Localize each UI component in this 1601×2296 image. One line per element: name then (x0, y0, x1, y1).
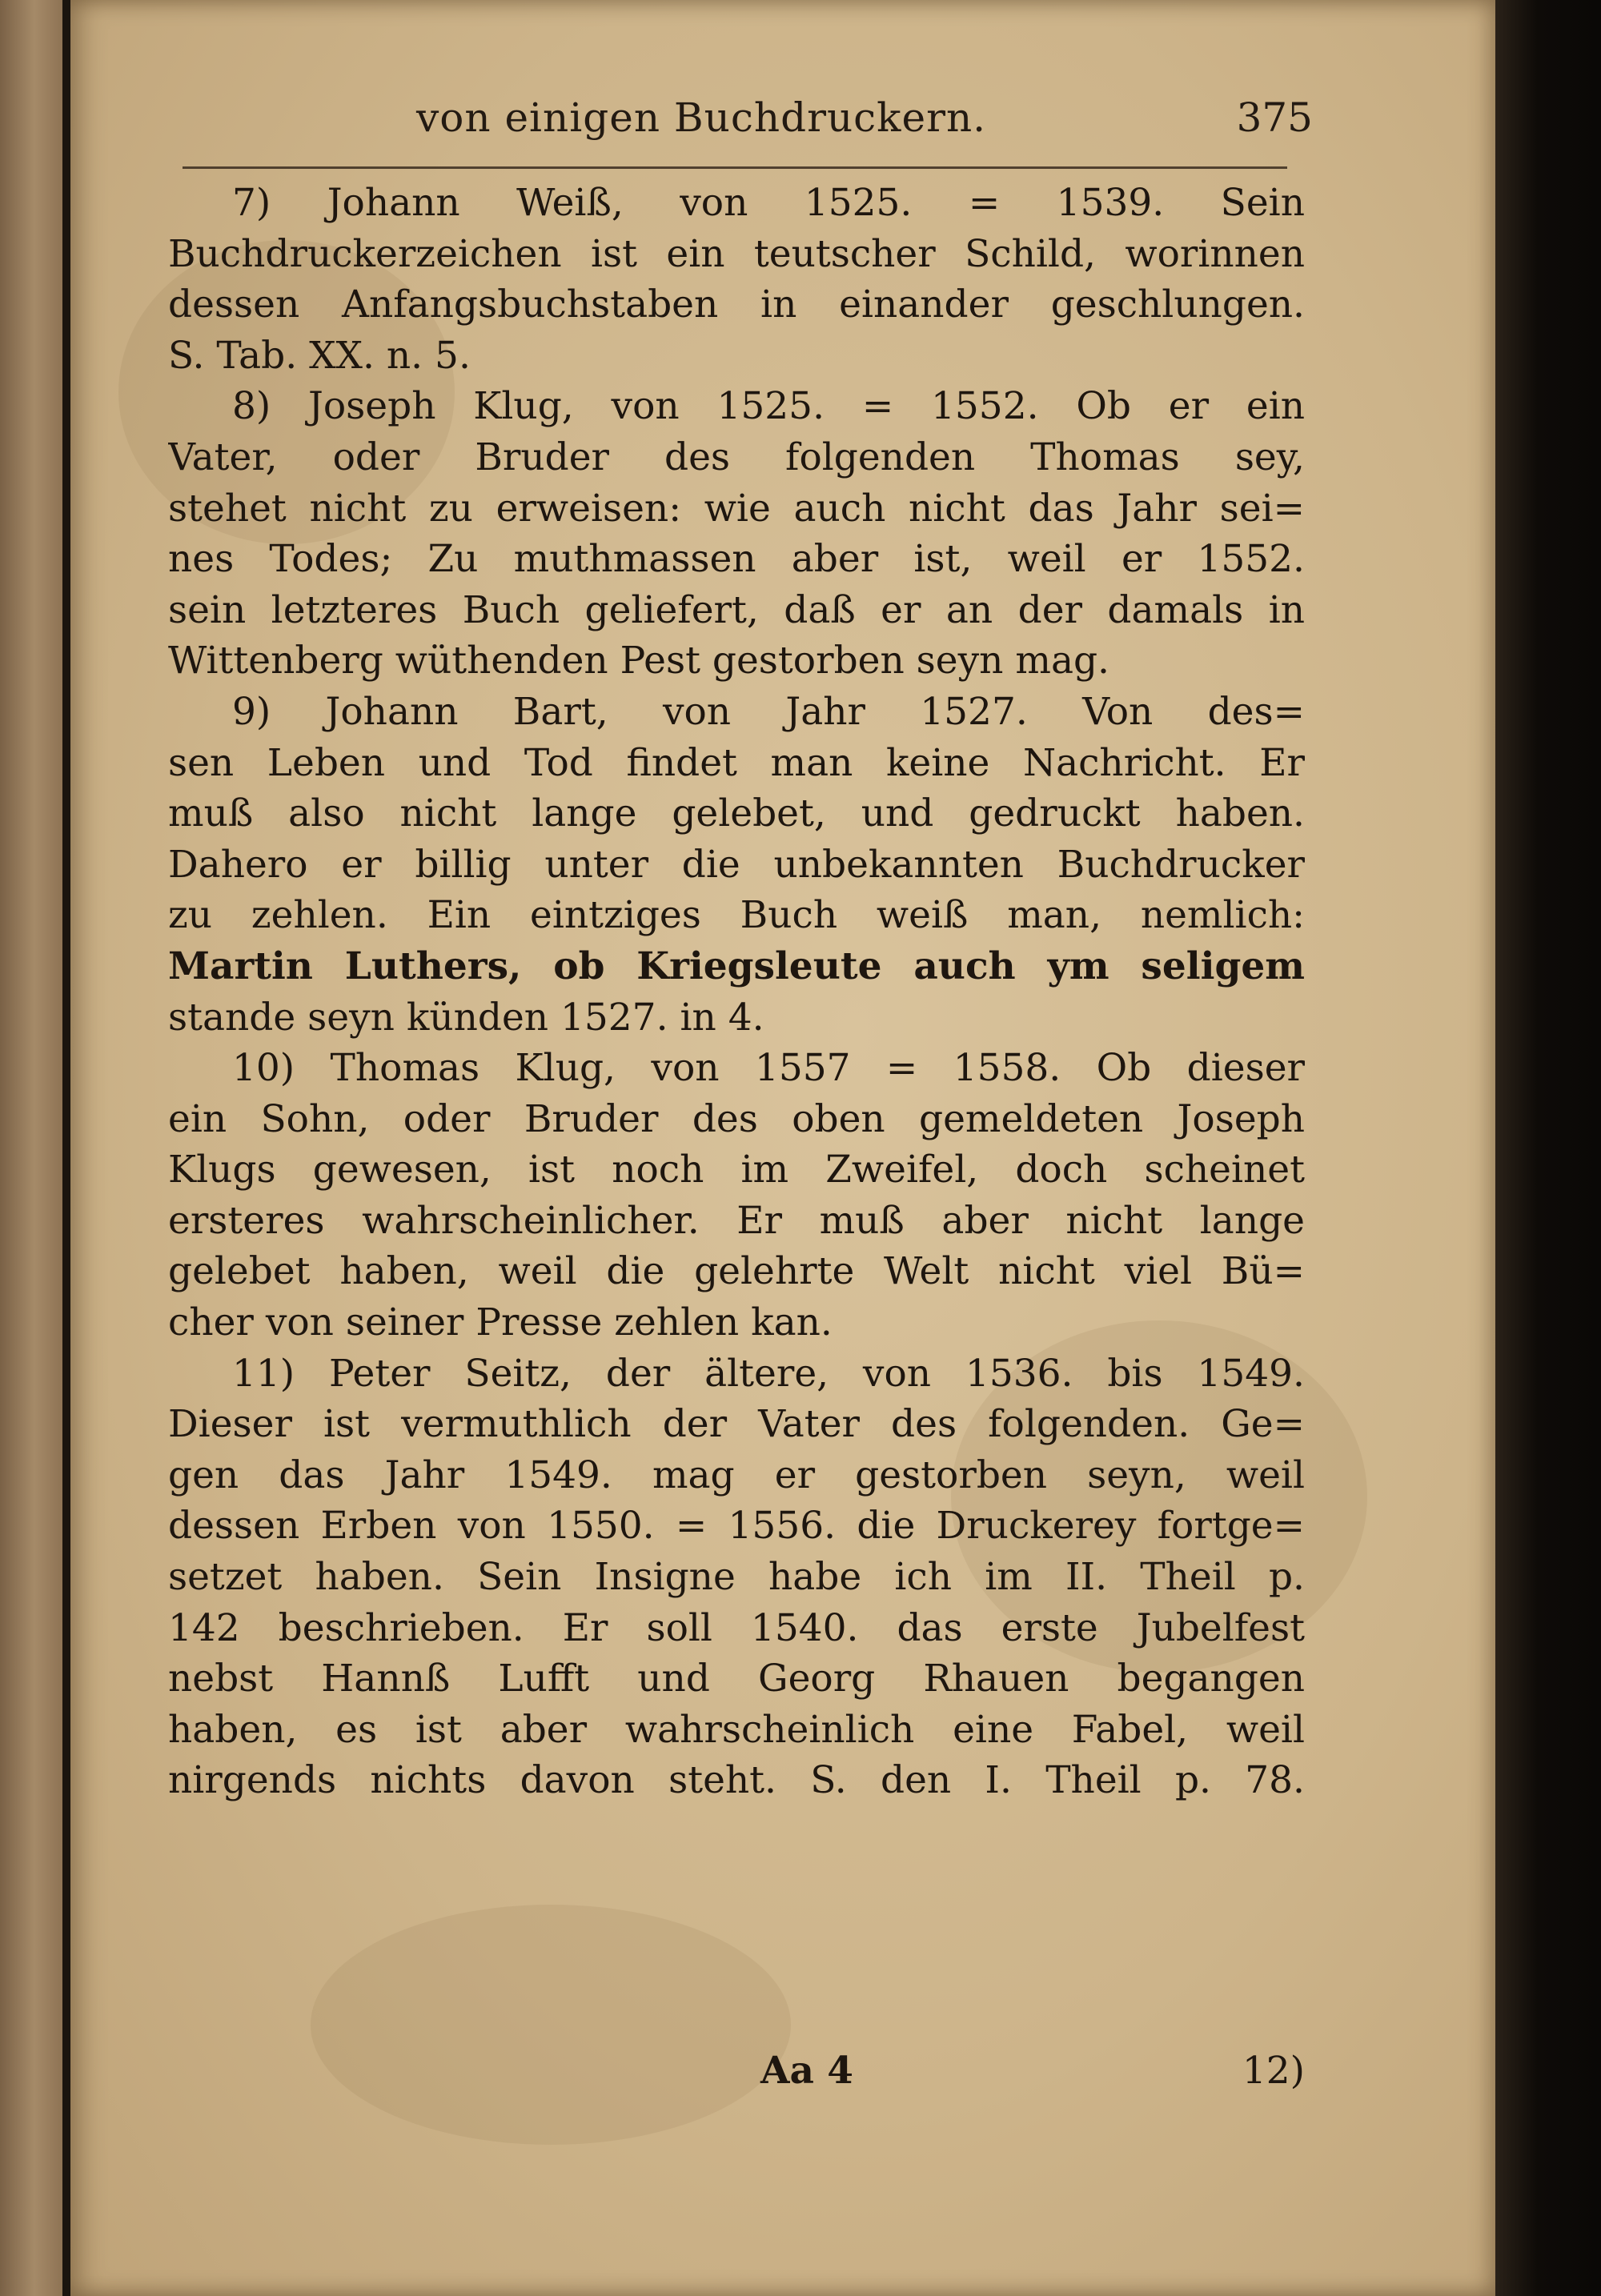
text-line: zu zehlen. Ein eintziges Buch weiß man, nemlich: (168, 893, 1305, 938)
text-line: setzet haben. Sein Insigne habe ich im II. Theil p. (168, 1555, 1305, 1600)
text-line: stande seyn künden 1527. in 4. (168, 995, 764, 1040)
text-line: 142 beschrieben. Er soll 1540. das erste Jubelfest (168, 1605, 1305, 1650)
previous-page-edge (0, 0, 62, 2296)
text-line: nirgends nichts davon steht. S. den I. Theil p. 78. (168, 1758, 1305, 1803)
page-header (416, 94, 1313, 150)
book-edge-shadow (1495, 0, 1601, 2296)
text-line: Klugs gewesen, ist noch im Zweifel, doch scheinet (168, 1148, 1305, 1192)
text-line: 7) Johann Weiß, von 1525. = 1539. Sein (232, 181, 1305, 225)
page-footer (168, 2049, 1305, 2100)
text-line: Dahero er billig unter die unbekannten Buchdrucker (168, 842, 1305, 887)
text-line: Vater, oder Bruder des folgenden Thomas sey, (168, 435, 1305, 479)
text-line: muß also nicht lange gelebet, und gedruckt haben. (168, 791, 1305, 836)
text-line: 10) Thomas Klug, von 1557 = 1558. Ob dieser (232, 1046, 1305, 1091)
text-line: nebst Hannß Lufft und Georg Rhauen begangen (168, 1657, 1305, 1701)
text-line: gen das Jahr 1549. mag er gestorben seyn, weil (168, 1453, 1305, 1497)
text-line: 8) Joseph Klug, von 1525. = 1552. Ob er ein (232, 384, 1305, 429)
text-line: dessen Anfangsbuchstaben in einander geschlungen. (168, 282, 1305, 327)
text-line: cher von seiner Presse zehlen kan. (168, 1300, 833, 1345)
text-line: 11) Peter Seitz, der ältere, von 1536. bis 1549. (232, 1351, 1305, 1396)
text-line: stehet nicht zu erweisen: wie auch nicht das Jahr sei= (168, 486, 1305, 531)
book-gutter (62, 0, 70, 2296)
header-rule (183, 166, 1287, 169)
catchword: 12) (1242, 2049, 1305, 2093)
text-line: gelebet haben, weil die gelehrte Welt nicht viel Bü= (168, 1249, 1305, 1294)
page-number: 375 (1236, 94, 1313, 141)
text-line: sen Leben und Tod findet man keine Nachricht. Er (168, 740, 1305, 785)
running-head: von einigen Buchdruckern. (416, 94, 987, 141)
text-line: dessen Erben von 1550. = 1556. die Druckerey fortge= (168, 1504, 1305, 1549)
text-line: S. Tab. XX. n. 5. (168, 333, 471, 378)
text-line: 9) Johann Bart, von Jahr 1527. Von des= (232, 689, 1305, 734)
text-line: sein letzteres Buch geliefert, daß er an der damals in (168, 587, 1305, 632)
text-line: Dieser ist vermuthlich der Vater des folgenden. Ge= (168, 1402, 1305, 1447)
page-body-text (168, 178, 1305, 1806)
signature-mark: Aa 4 (760, 2049, 853, 2093)
paper-stain (311, 1905, 791, 2145)
text-line: ersteres wahrscheinlicher. Er muß aber nicht lange (168, 1198, 1305, 1243)
text-line: Buchdruckerzeichen ist ein teutscher Schild, worinnen (168, 231, 1305, 276)
text-line: nes Todes; Zu muthmassen aber ist, weil er 1552. (168, 537, 1305, 582)
text-line: ein Sohn, oder Bruder des oben gemeldeten Joseph (168, 1096, 1305, 1141)
book-title-line: Martin Luthers, ob Kriegsleute auch ym seligem (168, 944, 1305, 988)
text-line: haben, es ist aber wahrscheinlich eine Fabel, weil (168, 1707, 1305, 1752)
text-line: Wittenberg wüthenden Pest gestorben seyn mag. (168, 639, 1109, 683)
